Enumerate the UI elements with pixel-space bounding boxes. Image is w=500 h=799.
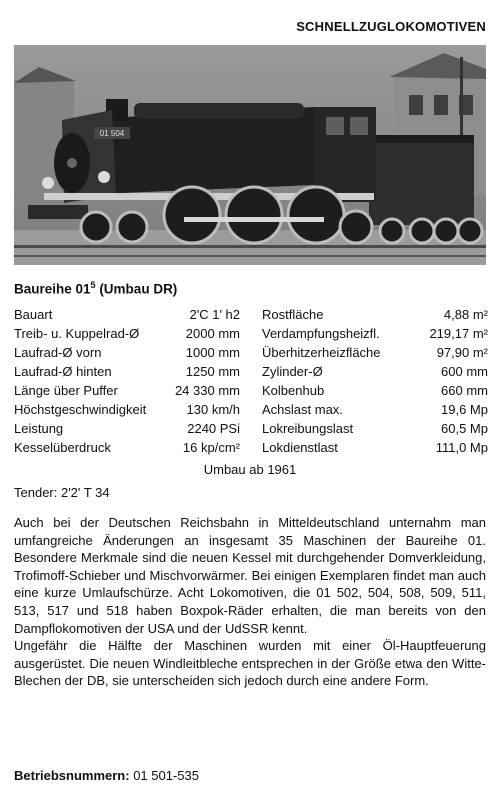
spec-value: 97,90 m² xyxy=(436,345,488,360)
spec-value: 4,88 m² xyxy=(443,307,488,322)
rebuilt-note: Umbau ab 1961 xyxy=(203,462,297,477)
spec-label: Laufrad-Ø hinten xyxy=(14,364,112,379)
specs-table-right xyxy=(262,305,488,457)
spec-value: 130 km/h xyxy=(186,402,240,417)
spec-value: 16 kp/cm² xyxy=(182,440,240,455)
series-title-suffix: (Umbau DR) xyxy=(95,281,178,297)
spec-row xyxy=(262,305,488,324)
operating-numbers-label: Betriebsnummern: xyxy=(14,768,130,783)
spec-row xyxy=(14,305,240,324)
spec-value: 660 mm xyxy=(441,383,488,398)
spec-row xyxy=(14,419,240,438)
spec-label: Leistung xyxy=(14,421,64,436)
spec-row xyxy=(14,438,240,457)
operating-numbers-value: 01 501-535 xyxy=(133,768,199,783)
spec-row xyxy=(262,343,488,362)
spec-row xyxy=(262,381,488,400)
spec-label: Bauart xyxy=(14,307,53,322)
spec-label: Rostfläche xyxy=(262,307,324,322)
operating-numbers xyxy=(14,768,199,783)
spec-value: 1000 mm xyxy=(185,345,240,360)
spec-value: 219,17 m² xyxy=(429,326,488,341)
page-header: SCHNELLZUGLOKOMOTIVEN xyxy=(296,19,486,34)
spec-value: 60,5 Mp xyxy=(441,421,488,436)
description xyxy=(14,514,486,690)
spec-row xyxy=(262,438,488,457)
spec-row xyxy=(14,362,240,381)
tender-info: Tender: 2'2' T 34 xyxy=(14,485,110,500)
spec-value: 111,0 Mp xyxy=(435,440,488,455)
spec-row xyxy=(14,400,240,419)
spec-row xyxy=(262,324,488,343)
spec-row xyxy=(262,419,488,438)
spec-value: 19,6 Mp xyxy=(441,402,488,417)
spec-value: 2'C 1' h2 xyxy=(189,307,240,322)
spec-row xyxy=(14,324,240,343)
spec-value: 2000 mm xyxy=(185,326,240,341)
spec-label: Kesselüberdruck xyxy=(14,440,111,455)
spec-value: 1250 mm xyxy=(185,364,240,379)
series-title xyxy=(14,280,177,297)
number-plate: 01 504 xyxy=(99,129,125,138)
spec-row xyxy=(262,400,488,419)
spec-label: Zylinder-Ø xyxy=(262,364,323,379)
specs-table-left xyxy=(14,305,240,457)
spec-label: Länge über Puffer xyxy=(14,383,118,398)
series-title-prefix: Baureihe 01 xyxy=(14,281,91,297)
spec-label: Laufrad-Ø vorn xyxy=(14,345,102,360)
spec-label: Achslast max. xyxy=(262,402,343,417)
spec-label: Höchstgeschwindigkeit xyxy=(14,402,147,417)
series-title-sup: 5 xyxy=(90,280,96,290)
spec-row xyxy=(262,362,488,381)
spec-label: Überhitzerheizfläche xyxy=(262,345,381,360)
description-paragraph: Ungefähr die Hälfte der Maschinen wurden mit einer Öl-Hauptfeuerung ausgerüstet. Die neuen Windleitbleche entsprechen in der Größe etwa den Witte-Blechen der DB, sie unterscheiden sich jedoch durch eine andere Form. xyxy=(14,638,486,689)
spec-label: Kolbenhub xyxy=(262,383,325,398)
spec-value: 24 330 mm xyxy=(174,383,240,398)
spec-label: Lokdienstlast xyxy=(262,440,338,455)
spec-label: Lokreibungslast xyxy=(262,421,354,436)
spec-row xyxy=(14,381,240,400)
description-paragraph: Auch bei der Deutschen Reichsbahn in Mitteldeutschland unternahm man umfangreiche Änderungen an insgesamt 35 Maschinen der Baureihe 01. Besondere Merkmale sind die neuen Kessel mit durchgehender Domverkleidung, Trofimoff-Schieber und Mischvorwärmer. Bei einigen Exemplaren findet man auch eine kurze Umlaufschürze. Acht Lokomotiven, die 01 502, 504, 508, 509, 511, 513, 517 und 518 haben Boxpok-Räder erhalten, die man bereits von den Dampflokomotiven der USA und der UdSSR kennt. xyxy=(14,515,486,636)
spec-label: Treib- u. Kuppelrad-Ø xyxy=(14,326,140,341)
spec-value: 2240 PSi xyxy=(187,421,240,436)
spec-row xyxy=(14,343,240,362)
spec-label: Verdampfungsheizfl. xyxy=(262,326,380,341)
locomotive-photo xyxy=(14,45,486,265)
spec-value: 600 mm xyxy=(441,364,488,379)
